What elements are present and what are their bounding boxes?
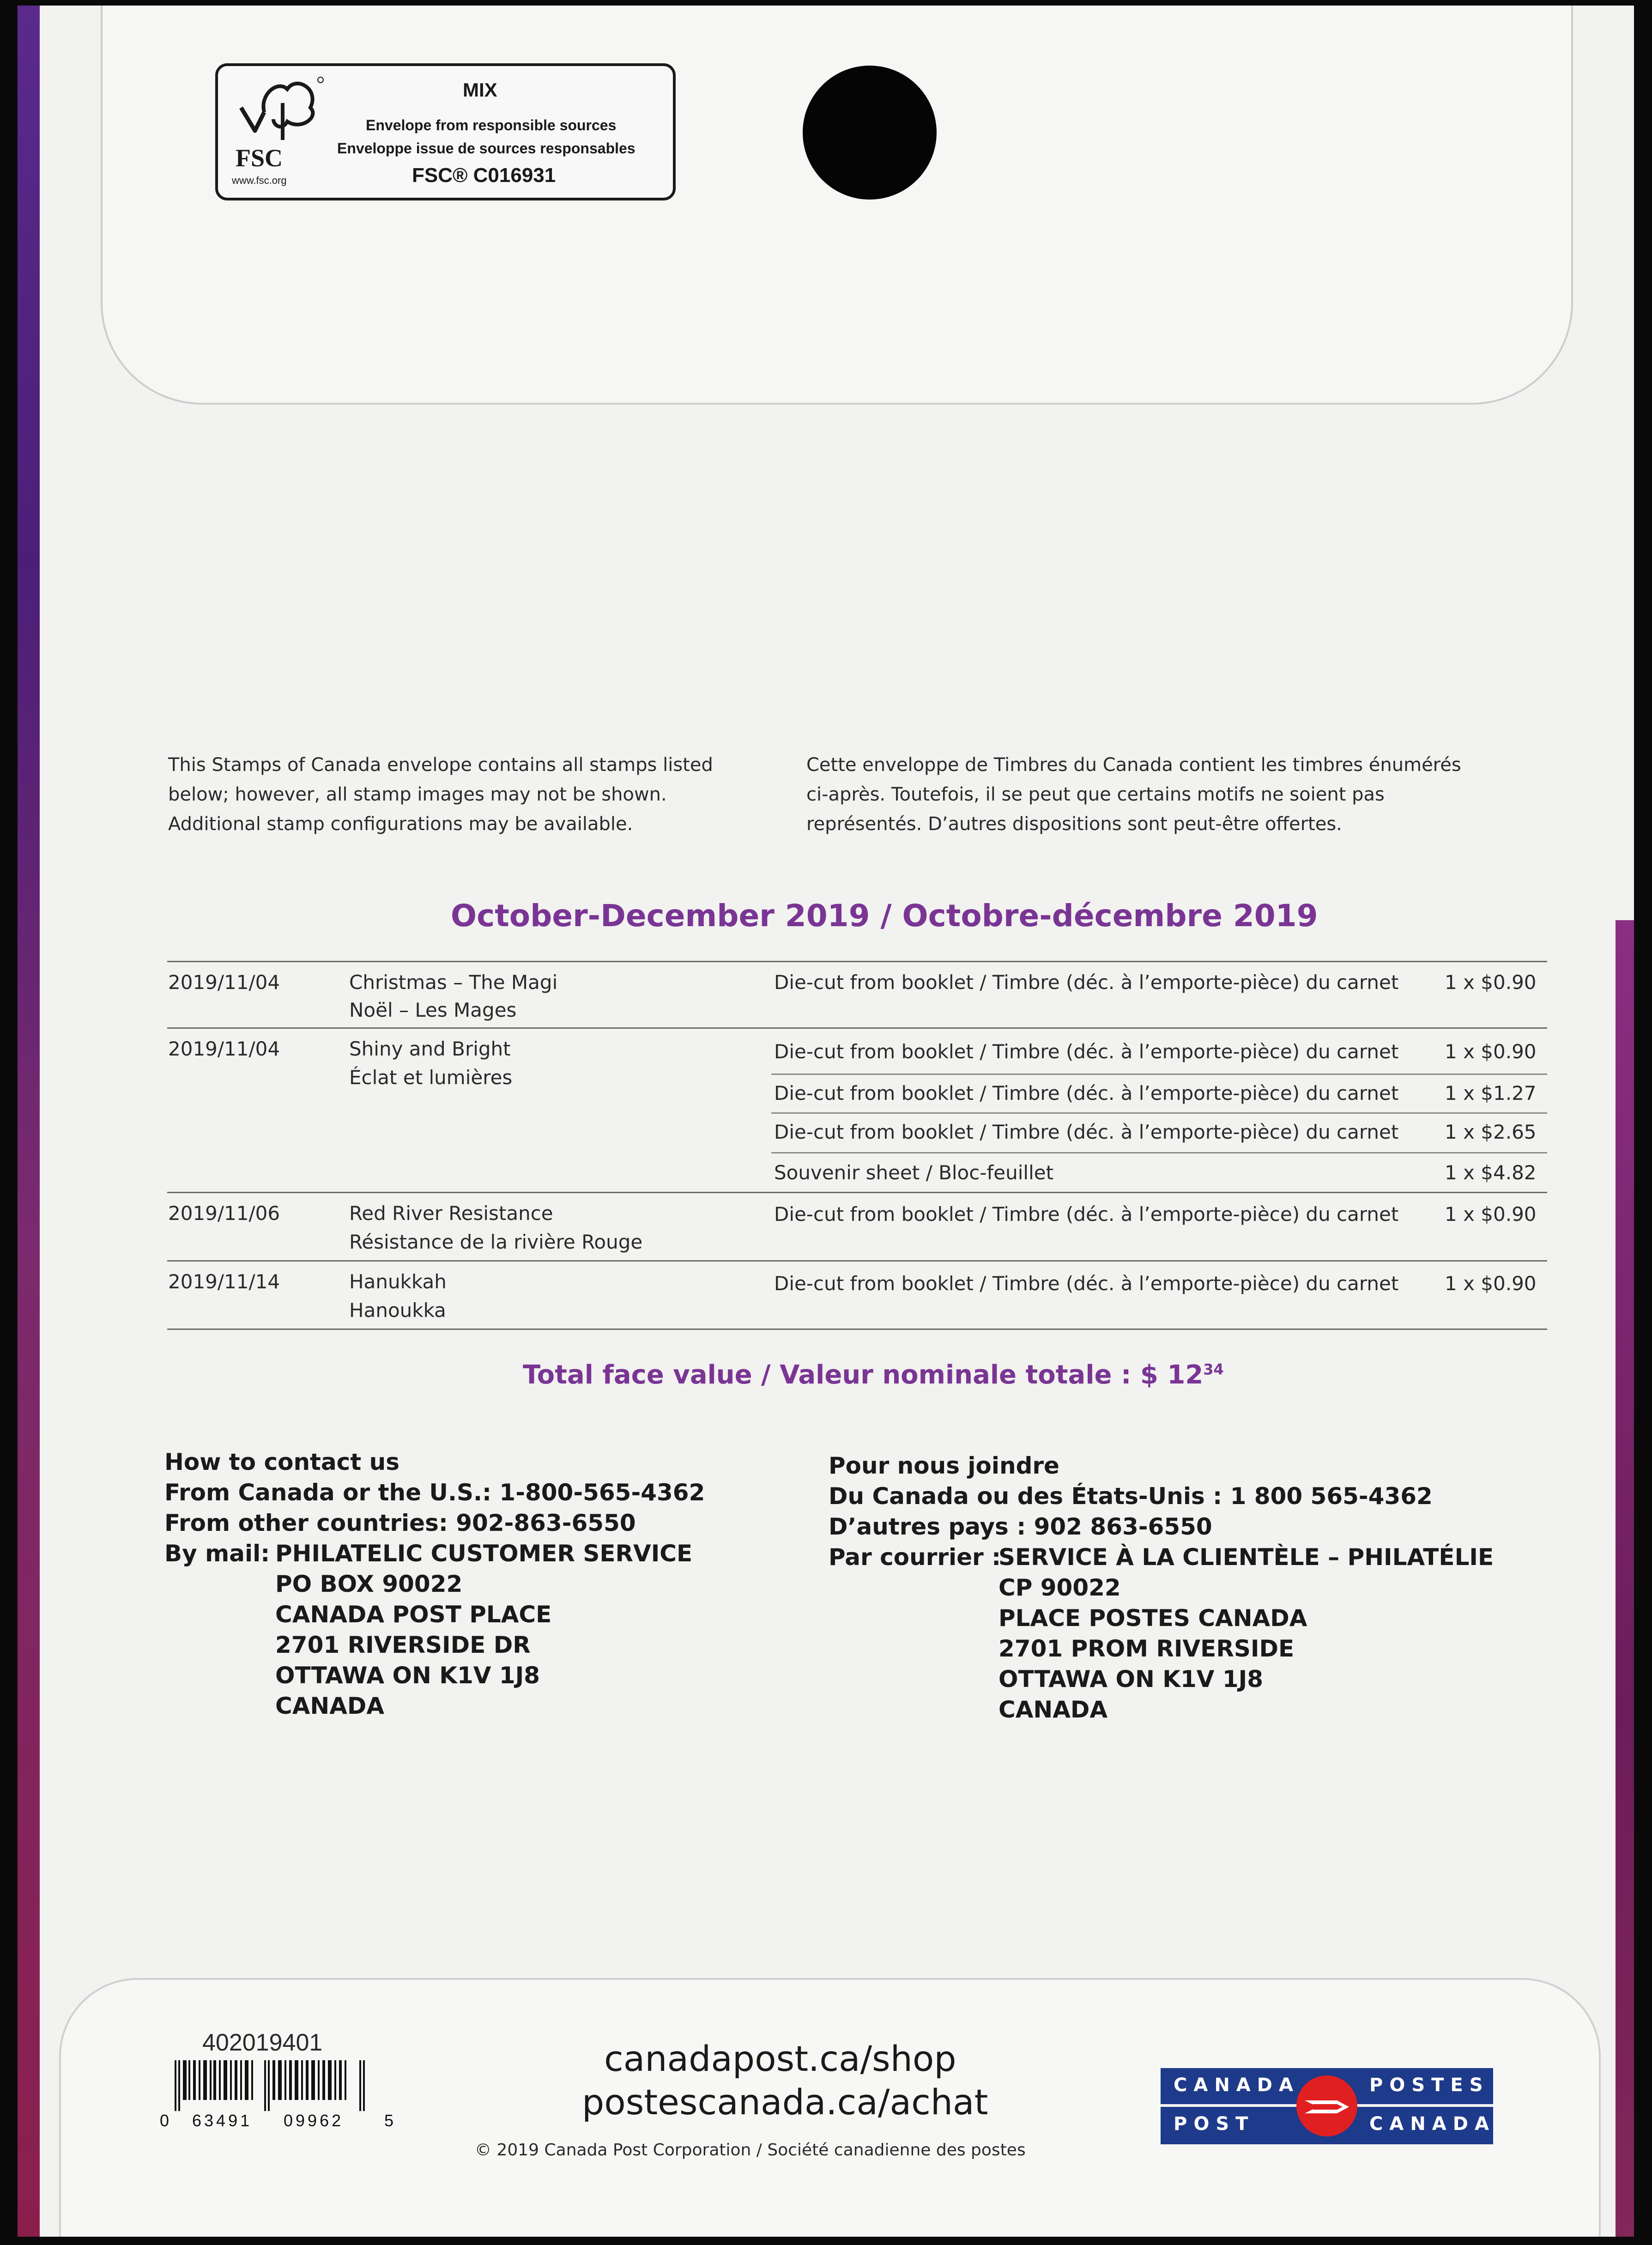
address-line: PLACE POSTES CANADA bbox=[998, 1605, 1307, 1632]
fsc-logo-text: FSC bbox=[236, 144, 283, 172]
punch-hole bbox=[803, 66, 937, 200]
row-quantity: 1 x $0.90 bbox=[1445, 1040, 1537, 1063]
row-description: Die-cut from booklet / Timbre (déc. à l’emporte-pièce) du carnet bbox=[774, 1082, 1399, 1104]
address-line: PHILATELIC CUSTOMER SERVICE bbox=[275, 1540, 693, 1567]
intro-en-line: below; however, all stamp images may not be shown. bbox=[168, 784, 667, 805]
canada-post-logo bbox=[1161, 2068, 1493, 2144]
address-line: CANADA bbox=[275, 1693, 385, 1719]
row-date: 2019/11/14 bbox=[168, 1270, 280, 1293]
total-cents: 34 bbox=[1203, 1360, 1224, 1378]
phone-label: From Canada or the U.S.: bbox=[164, 1479, 500, 1506]
row-description: Die-cut from booklet / Timbre (déc. à l’emporte-pièce) du carnet bbox=[774, 1203, 1399, 1226]
url-fr[interactable]: postescanada.ca/achat bbox=[582, 2081, 988, 2123]
address-line: OTTAWA ON K1V 1J8 bbox=[998, 1666, 1264, 1693]
fsc-tree-icon bbox=[232, 75, 324, 145]
row-name-en: Hanukkah bbox=[349, 1270, 447, 1293]
total-label: Total face value / Valeur nominale totale : $ 12 bbox=[523, 1360, 1204, 1390]
table-divider bbox=[167, 1329, 1547, 1330]
row-quantity: 1 x $2.65 bbox=[1445, 1121, 1537, 1143]
intro-fr-line: Cette enveloppe de Timbres du Canada contient les timbres énumérés bbox=[806, 754, 1461, 776]
logo-word: CANADA bbox=[1174, 2075, 1300, 2096]
address-line: CP 90022 bbox=[998, 1574, 1121, 1601]
row-name-en: Christmas – The Magi bbox=[349, 971, 558, 994]
barcode bbox=[165, 2060, 382, 2111]
intro-fr-line: représentés. D’autres dispositions sont peut-être offertes. bbox=[806, 813, 1342, 835]
phone-label: Du Canada ou des États-Unis : bbox=[829, 1483, 1230, 1510]
row-quantity: 1 x $0.90 bbox=[1445, 1272, 1537, 1295]
total-face-value bbox=[523, 1360, 1224, 1390]
row-description: Die-cut from booklet / Timbre (déc. à l’emporte-pièce) du carnet bbox=[774, 971, 1399, 994]
barcode-digit: 5 bbox=[384, 2111, 394, 2130]
phone-number: 1-800-565-4362 bbox=[499, 1479, 705, 1506]
contact-heading: Pour nous joindre bbox=[829, 1452, 1059, 1479]
contact-other-line bbox=[164, 1508, 705, 1538]
row-date: 2019/11/04 bbox=[168, 1038, 280, 1060]
phone-number: 1 800 565-4362 bbox=[1230, 1483, 1433, 1510]
table-subdivider bbox=[771, 1074, 1547, 1075]
fsc-line-fr: Enveloppe issue de sources responsables bbox=[337, 140, 635, 157]
logo-word: CANADA bbox=[1369, 2113, 1495, 2135]
table-subdivider bbox=[771, 1112, 1547, 1114]
barcode-digit: 63491 bbox=[192, 2111, 253, 2130]
other-label: D’autres pays : bbox=[829, 1513, 1034, 1540]
contact-en bbox=[164, 1447, 705, 1721]
row-description: Souvenir sheet / Bloc-feuillet bbox=[774, 1161, 1054, 1184]
contact-phone-line bbox=[829, 1481, 1494, 1511]
row-quantity: 1 x $0.90 bbox=[1445, 971, 1537, 994]
row-description: Die-cut from booklet / Timbre (déc. à l’emporte-pièce) du carnet bbox=[774, 1272, 1399, 1295]
table-divider bbox=[167, 961, 1547, 962]
contact-fr bbox=[829, 1450, 1494, 1725]
fsc-line-en: Envelope from responsible sources bbox=[366, 117, 617, 133]
barcode-digit: 09962 bbox=[284, 2111, 344, 2130]
contact-mail-line bbox=[164, 1538, 705, 1569]
row-name-fr: Hanoukka bbox=[349, 1299, 446, 1322]
contact-other-line bbox=[829, 1511, 1494, 1542]
row-description: Die-cut from booklet / Timbre (déc. à l’emporte-pièce) du carnet bbox=[774, 1040, 1399, 1063]
other-number: 902 863-6550 bbox=[1034, 1513, 1212, 1540]
row-quantity: 1 x $4.82 bbox=[1445, 1161, 1537, 1184]
contact-phone-line bbox=[164, 1477, 705, 1508]
fsc-code: FSC® C016931 bbox=[412, 164, 556, 187]
fsc-url: www.fsc.org bbox=[232, 175, 287, 186]
contact-heading: How to contact us bbox=[164, 1449, 399, 1475]
mail-label: By mail: bbox=[164, 1540, 270, 1567]
mail-label: Par courrier : bbox=[829, 1544, 1001, 1571]
address-line: CANADA bbox=[998, 1696, 1108, 1723]
fsc-certification-box bbox=[215, 63, 676, 200]
barcode-digit: 0 bbox=[160, 2111, 169, 2130]
intro-fr bbox=[806, 750, 1461, 839]
address-line: OTTAWA ON K1V 1J8 bbox=[275, 1662, 540, 1689]
table-title: October-December 2019 / Octobre-décembre 2019 bbox=[451, 898, 1318, 934]
row-name-fr: Éclat et lumières bbox=[349, 1066, 513, 1089]
product-number: 402019401 bbox=[202, 2029, 323, 2056]
canada-post-emblem-icon bbox=[1295, 2074, 1359, 2138]
table-divider bbox=[167, 1260, 1547, 1262]
other-label: From other countries: bbox=[164, 1510, 456, 1536]
row-name-en: Red River Resistance bbox=[349, 1202, 553, 1225]
intro-en-line: Additional stamp configurations may be available. bbox=[168, 813, 633, 835]
contact-mail-line bbox=[829, 1542, 1494, 1572]
row-quantity: 1 x $0.90 bbox=[1445, 1203, 1537, 1226]
address-line: 2701 RIVERSIDE DR bbox=[275, 1632, 531, 1658]
logo-word: POST bbox=[1174, 2113, 1255, 2135]
intro-fr-line: ci-après. Toutefois, il se peut que certains motifs ne soient pas bbox=[806, 784, 1385, 805]
table-divider bbox=[167, 1027, 1547, 1029]
row-description: Die-cut from booklet / Timbre (déc. à l’emporte-pièce) du carnet bbox=[774, 1121, 1399, 1143]
logo-word: POSTES bbox=[1369, 2075, 1489, 2096]
intro-en bbox=[168, 750, 713, 839]
fsc-mix: MIX bbox=[463, 79, 497, 101]
url-en[interactable]: canadapost.ca/shop bbox=[604, 2038, 956, 2079]
row-date: 2019/11/06 bbox=[168, 1202, 280, 1225]
row-quantity: 1 x $1.27 bbox=[1445, 1082, 1537, 1104]
table-subdivider bbox=[771, 1152, 1547, 1153]
row-name-fr: Résistance de la rivière Rouge bbox=[349, 1231, 643, 1253]
row-name-fr: Noël – Les Mages bbox=[349, 999, 517, 1021]
intro-en-line: This Stamps of Canada envelope contains all stamps listed bbox=[168, 754, 713, 776]
purple-edge-left bbox=[18, 6, 40, 2237]
address-line: PO BOX 90022 bbox=[275, 1571, 463, 1597]
row-name-en: Shiny and Bright bbox=[349, 1038, 511, 1060]
other-number: 902-863-6550 bbox=[456, 1510, 636, 1536]
address-line: CANADA POST PLACE bbox=[275, 1601, 552, 1628]
envelope-back bbox=[18, 6, 1634, 2237]
address-line: 2701 PROM RIVERSIDE bbox=[998, 1635, 1295, 1662]
copyright: © 2019 Canada Post Corporation / Société canadienne des postes bbox=[475, 2141, 1026, 2160]
purple-edge-right bbox=[1616, 920, 1634, 2237]
row-date: 2019/11/04 bbox=[168, 971, 280, 994]
table-divider bbox=[167, 1192, 1547, 1193]
address-line: SERVICE À LA CLIENTÈLE – PHILATÉLIE bbox=[998, 1544, 1494, 1571]
